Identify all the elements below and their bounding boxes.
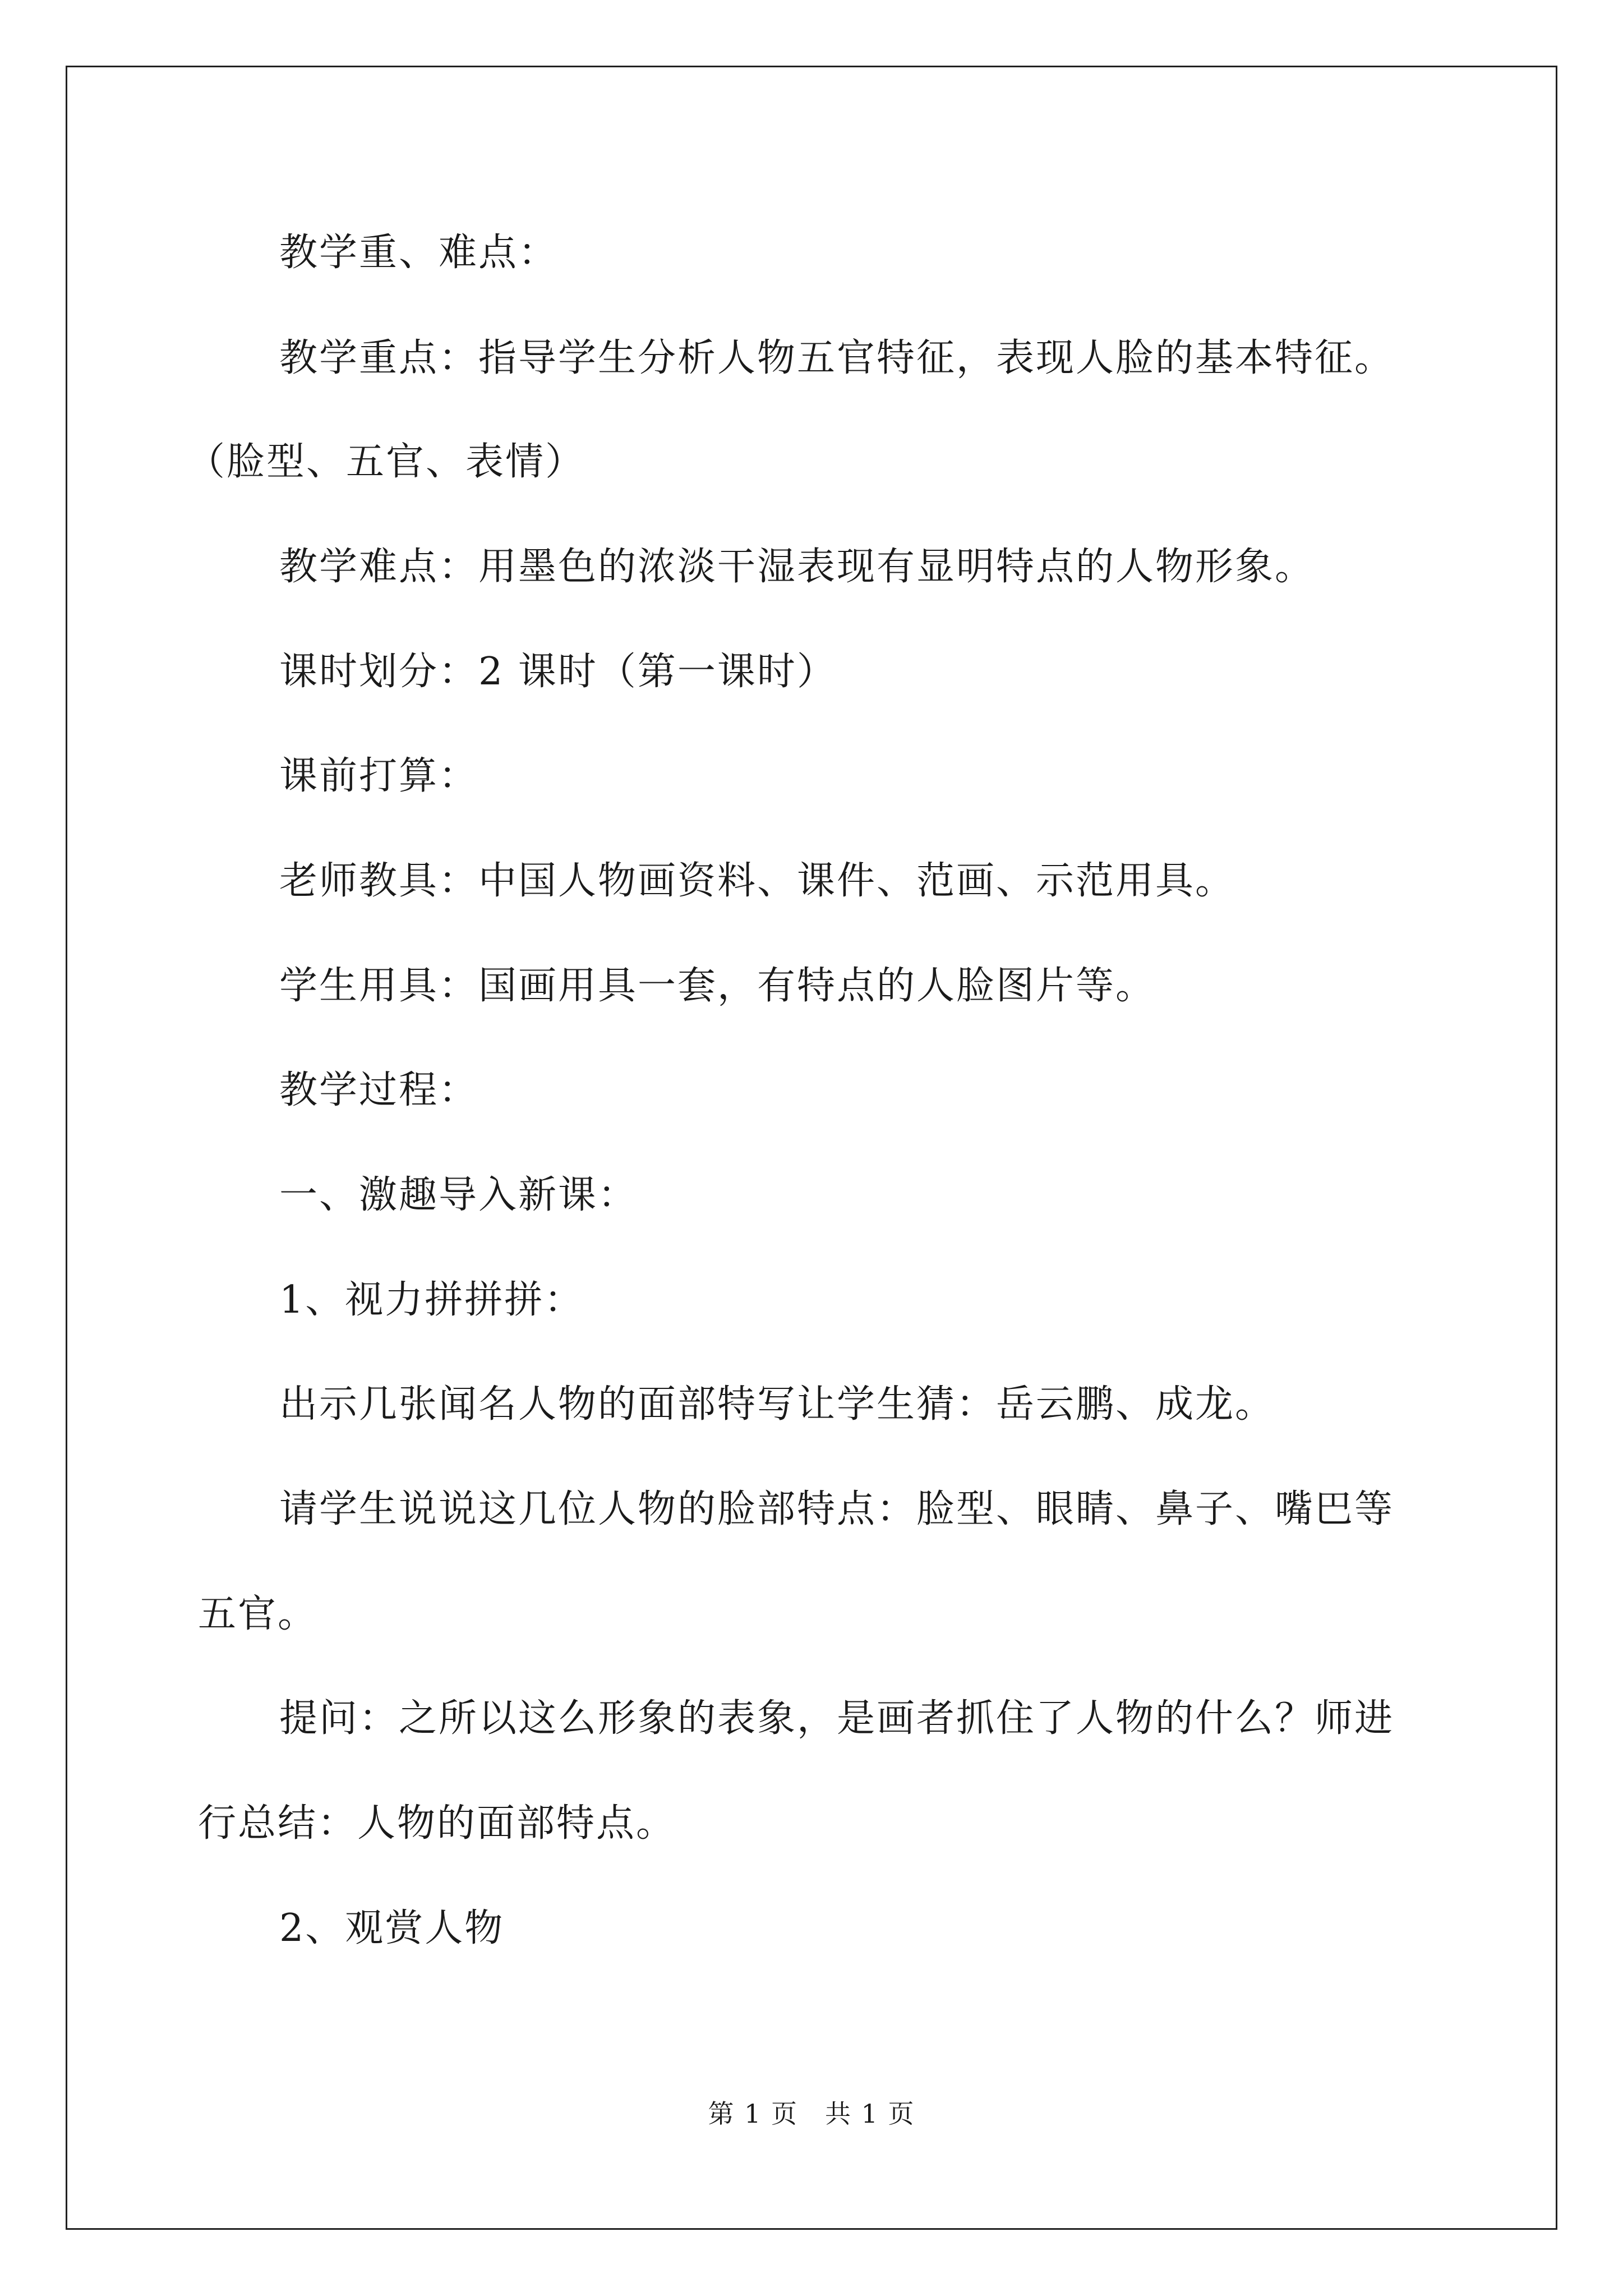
paragraph-key-point: 教学重点：指导学生分析人物五官特征，表现人脸的基本特征。 <box>279 336 1395 380</box>
subheading-vision-puzzle: 1、视力拼拼拼： <box>279 1278 584 1322</box>
paragraph-student-tools: 学生用具：国画用具一套，有特点的人脸图片等。 <box>279 964 1156 1008</box>
paragraph-difficult-point: 教学难点：用墨色的浓淡干湿表现有显明特点的人物形象。 <box>279 545 1315 589</box>
subheading-view-figures: 2、观赏人物 <box>279 1906 505 1950</box>
paragraph-key-point-continued: （脸型、五官、表情） <box>187 440 585 484</box>
paragraph-describe-features: 请学生说说这几位人物的脸部特点：脸型、眼睛、鼻子、嘴巴等 <box>279 1487 1395 1531</box>
heading-section-one: 一、激趣导入新课： <box>279 1173 638 1217</box>
paragraph-describe-features-continued: 五官。 <box>198 1592 318 1636</box>
paragraph-question: 提问：之所以这么形象的表象，是画者抓住了人物的什么？师进 <box>279 1696 1395 1741</box>
heading-preparation: 课前打算： <box>279 754 479 798</box>
heading-key-points: 教学重、难点： <box>279 231 559 275</box>
paragraph-teacher-tools: 老师教具：中国人物画资料、课件、范画、示范用具。 <box>279 859 1235 903</box>
paragraph-class-hours: 课时划分：2 课时（第一课时） <box>279 650 837 694</box>
page-number-footer: 第 1 页 共 1 页 <box>708 2099 915 2129</box>
heading-teaching-process: 教学过程： <box>279 1068 479 1112</box>
paragraph-show-photos: 出示几张闻名人物的面部特写让学生猜：岳云鹏、成龙。 <box>279 1382 1275 1427</box>
paragraph-question-continued: 行总结：人物的面部特点。 <box>198 1801 676 1846</box>
